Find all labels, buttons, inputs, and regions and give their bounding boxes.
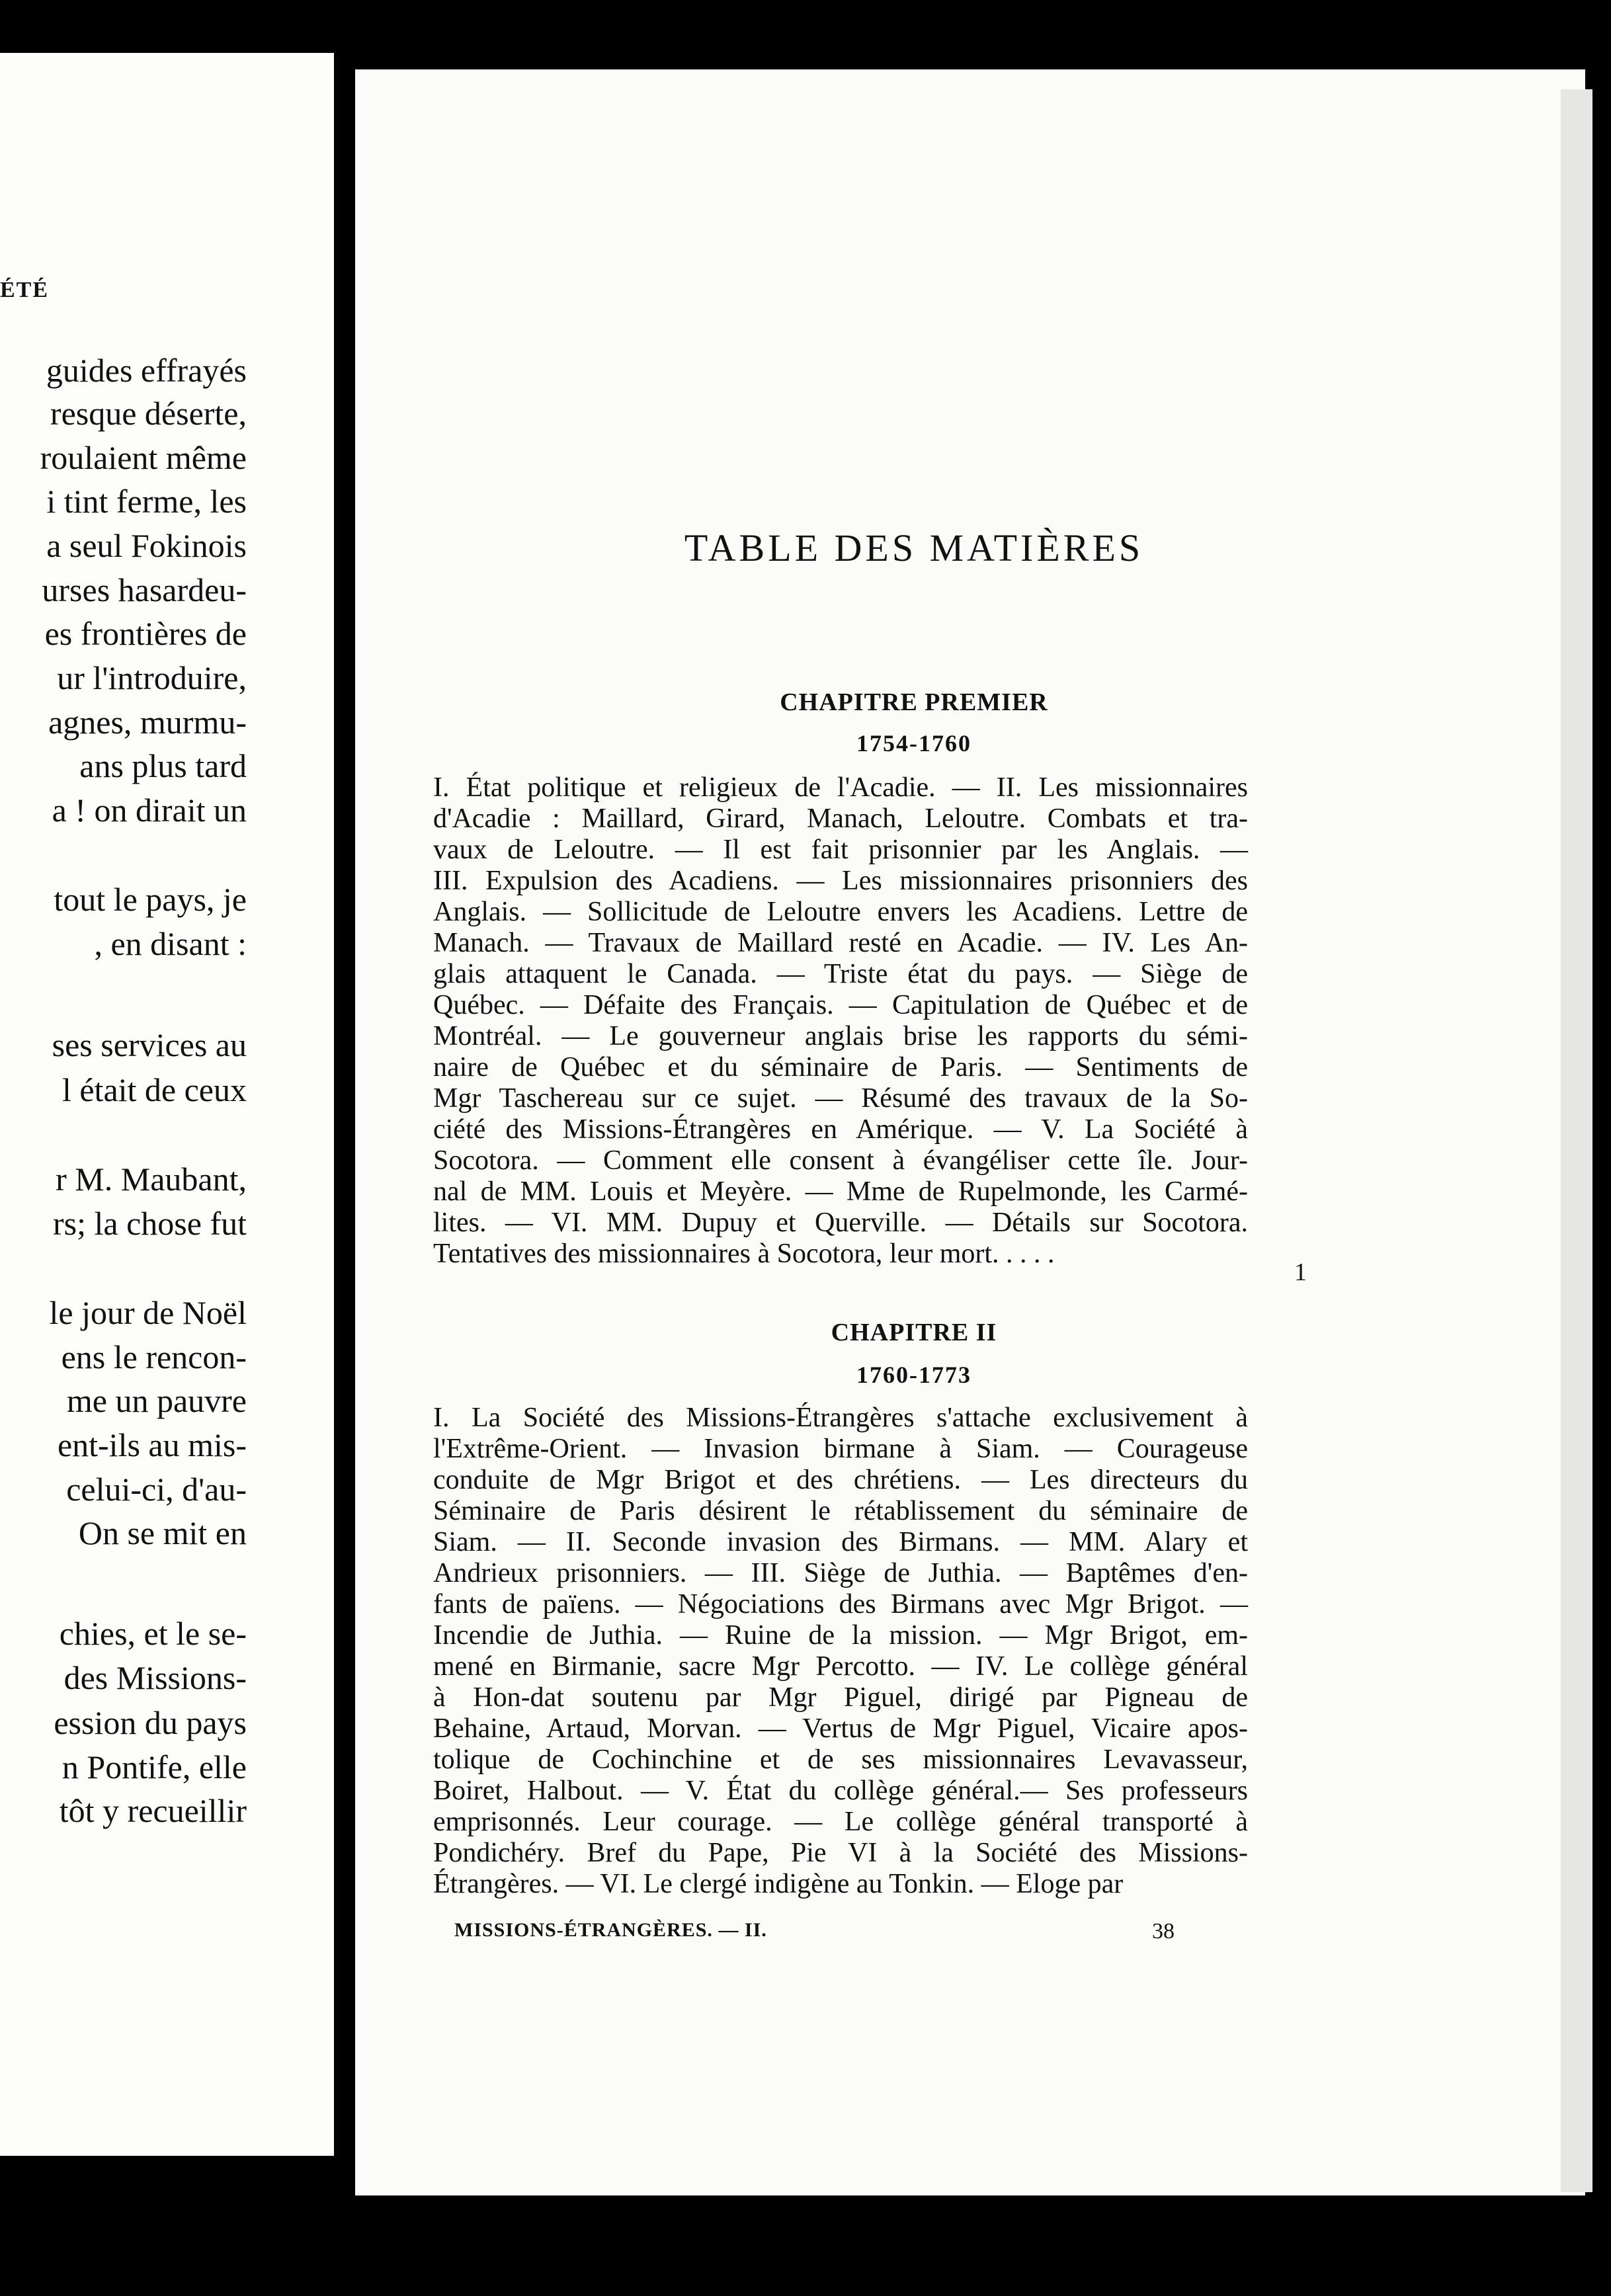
toc-line: Mgr Taschereau sur ce sujet. — Résumé des travaux de la So- bbox=[433, 1083, 1248, 1114]
toc-line: Séminaire de Paris désirent le rétablissement du séminaire de bbox=[433, 1496, 1248, 1526]
left-page-line: ession du pays bbox=[54, 1704, 247, 1741]
chapter-2-years: 1760-1773 bbox=[856, 1362, 971, 1388]
toc-line: tolique de Cochinchine et de ses missionnaires Levavasseur, bbox=[433, 1744, 1248, 1775]
left-page-line: ur l'introduire, bbox=[57, 659, 247, 696]
left-page-line: roulaient même bbox=[40, 439, 247, 476]
toc-line: I. État politique et religieux de l'Acadie. — II. Les missionnaires bbox=[433, 772, 1248, 803]
left-page-line: agnes, murmu- bbox=[48, 704, 247, 741]
page-title: TABLE DES MATIÈRES bbox=[684, 526, 1144, 569]
left-page-line: l était de ceux bbox=[62, 1071, 247, 1108]
footer-page-number: 38 bbox=[1152, 1919, 1175, 1944]
chapter-1-page-number: 1 bbox=[1294, 1258, 1307, 1286]
chapter-1-heading: CHAPITRE PREMIER bbox=[780, 688, 1048, 716]
page-edge bbox=[1561, 89, 1592, 2192]
left-page-line: ent-ils au mis- bbox=[57, 1426, 247, 1463]
left-page-line: me un pauvre bbox=[66, 1382, 247, 1419]
left-page-line: le jour de Noël bbox=[49, 1294, 247, 1331]
toc-line: I. La Société des Missions-Étrangères s'attache exclusivement à bbox=[433, 1403, 1248, 1433]
left-page-line: resque déserte, bbox=[50, 395, 247, 432]
toc-line: l'Extrême-Orient. — Invasion birmane à Siam. — Courageuse bbox=[433, 1434, 1248, 1464]
left-page-line: i tint ferme, les bbox=[46, 483, 247, 520]
left-page-line: r M. Maubant, bbox=[56, 1161, 247, 1198]
left-page-line: tout le pays, je bbox=[54, 881, 247, 918]
left-page-line: rs; la chose fut bbox=[53, 1205, 247, 1242]
toc-line: Boiret, Halbout. — V. État du collège général.— Ses professeurs bbox=[433, 1776, 1248, 1806]
toc-line: conduite de Mgr Brigot et des chrétiens. — Les directeurs du bbox=[433, 1465, 1248, 1495]
toc-line: Andrieux prisonniers. — III. Siège de Juthia. — Baptêmes d'en- bbox=[433, 1558, 1248, 1588]
chapter-1-years: 1754-1760 bbox=[856, 730, 971, 757]
toc-line: emprisonnés. Leur courage. — Le collège général transporté à bbox=[433, 1807, 1248, 1837]
footer-signature: MISSIONS-ÉTRANGÈRES. — II. bbox=[454, 1919, 767, 1941]
toc-line: Étrangères. — VI. Le clergé indigène au Tonkin. — Eloge par bbox=[433, 1869, 1124, 1899]
toc-line: Montréal. — Le gouverneur anglais brise les rapports du sémi- bbox=[433, 1021, 1248, 1051]
left-page-line: guides effrayés bbox=[46, 352, 247, 389]
left-page-line: , en disant : bbox=[94, 925, 247, 962]
toc-line: vaux de Leloutre. — Il est fait prisonnier par les Anglais. — bbox=[433, 835, 1248, 865]
toc-line: Anglais. — Sollicitude de Leloutre envers les Acadiens. Lettre de bbox=[433, 897, 1248, 927]
toc-line: III. Expulsion des Acadiens. — Les missionnaires prisonniers des bbox=[433, 866, 1248, 896]
toc-line: Incendie de Juthia. — Ruine de la mission. — Mgr Brigot, em- bbox=[433, 1620, 1248, 1651]
toc-line: Québec. — Défaite des Français. — Capitulation de Québec et de bbox=[433, 990, 1248, 1020]
left-page bbox=[0, 53, 334, 2156]
right-page bbox=[355, 69, 1585, 2195]
toc-line: à Hon-dat soutenu par Mgr Piguel, dirigé par Pigneau de bbox=[433, 1682, 1248, 1713]
left-page-line: es frontières de bbox=[44, 615, 247, 652]
toc-line: Socotora. — Comment elle consent à évangéliser cette île. Jour- bbox=[433, 1145, 1248, 1176]
toc-line: Manach. — Travaux de Maillard resté en Acadie. — IV. Les An- bbox=[433, 928, 1248, 958]
left-page-line: chies, et le se- bbox=[59, 1615, 247, 1652]
toc-line: naire de Québec et du séminaire de Paris. — Sentiments de bbox=[433, 1052, 1248, 1083]
toc-line: Tentatives des missionnaires à Socotora, leur mort. . . . . bbox=[433, 1239, 1055, 1269]
toc-line: mené en Birmanie, sacre Mgr Percotto. — IV. Le collège général bbox=[433, 1651, 1248, 1682]
left-page-line: a seul Fokinois bbox=[46, 527, 247, 564]
toc-line: fants de païens. — Négociations des Birmans avec Mgr Brigot. — bbox=[433, 1589, 1248, 1620]
left-page-line: n Pontife, elle bbox=[62, 1748, 247, 1785]
toc-line: lites. — VI. MM. Dupuy et Querville. — Détails sur Socotora. bbox=[433, 1208, 1248, 1238]
toc-line: ciété des Missions-Étrangères en Amérique. — V. La Société à bbox=[433, 1114, 1248, 1145]
left-page-line: ans plus tard bbox=[79, 747, 247, 784]
toc-line: glais attaquent le Canada. — Triste état du pays. — Siège de bbox=[433, 959, 1248, 989]
left-page-line: ens le rencon- bbox=[61, 1338, 247, 1375]
left-page-line: celui-ci, d'au- bbox=[66, 1471, 247, 1508]
toc-line: Pondichéry. Bref du Pape, Pie VI à la Société des Missions- bbox=[433, 1838, 1248, 1868]
left-page-line: ses services au bbox=[52, 1026, 247, 1063]
left-page-line: On se mit en bbox=[78, 1514, 247, 1551]
left-page-line: a ! on dirait un bbox=[52, 792, 247, 829]
chapter-2-heading: CHAPITRE II bbox=[831, 1319, 997, 1346]
toc-line: Siam. — II. Seconde invasion des Birmans. — MM. Alary et bbox=[433, 1527, 1248, 1557]
left-page-line: urses hasardeu- bbox=[42, 571, 247, 608]
toc-line: d'Acadie : Maillard, Girard, Manach, Leloutre. Combats et tra- bbox=[433, 803, 1248, 834]
left-page-line: tôt y recueillir bbox=[59, 1792, 247, 1829]
toc-line: nal de MM. Louis et Meyère. — Mme de Rupelmonde, les Carmé- bbox=[433, 1176, 1248, 1207]
left-page-running-header: ÉTÉ bbox=[0, 278, 50, 302]
left-page-line: des Missions- bbox=[63, 1659, 247, 1696]
toc-line: Behaine, Artaud, Morvan. — Vertus de Mgr Piguel, Vicaire apos- bbox=[433, 1713, 1248, 1744]
